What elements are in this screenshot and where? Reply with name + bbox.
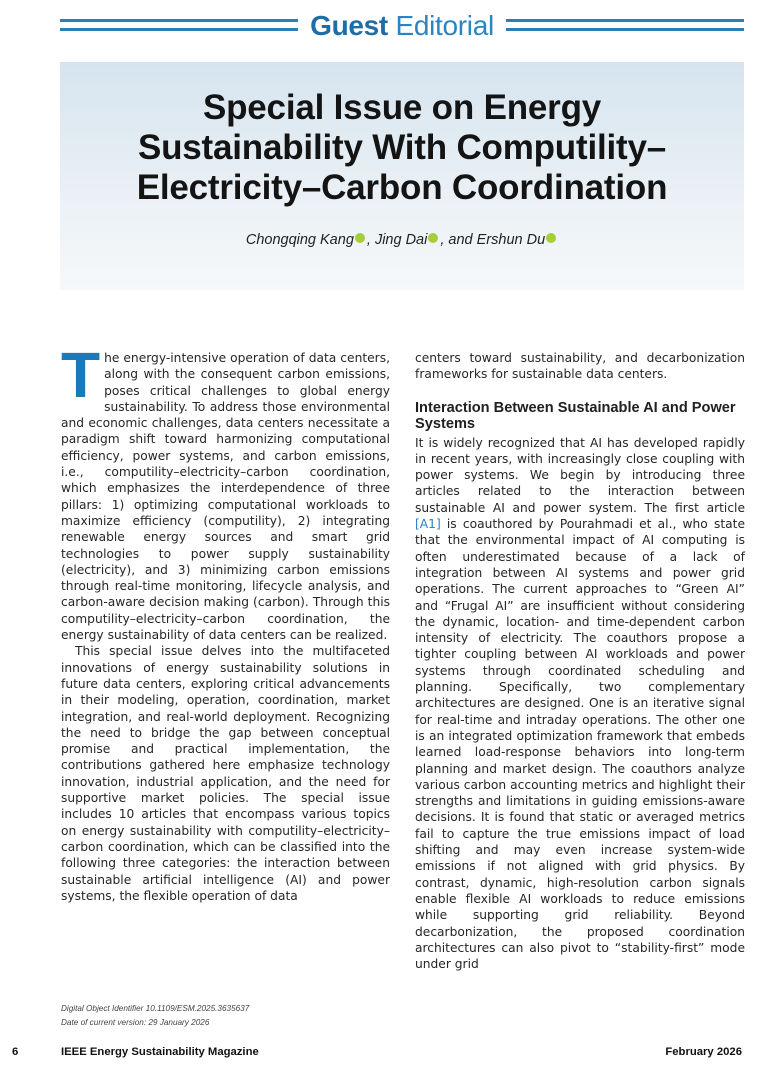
issue-date: February 2026 (665, 1046, 742, 1058)
article-title-line-1: Special Issue on Energy (202, 88, 602, 127)
author-dai: Jing Dai (374, 232, 428, 248)
orcid-icon[interactable] (355, 233, 365, 243)
section-label-light: Editorial (395, 10, 494, 41)
section-label-bold: Guest (310, 10, 388, 41)
author-separator: , and (440, 232, 477, 248)
body-column-right (415, 350, 745, 972)
article-title-line-2: Sustainability With Computility– (137, 128, 667, 167)
article-title-line-3: Electricity–Carbon Coordination (136, 168, 668, 207)
section-heading: Interaction Between Sustainable AI and Power Systems (415, 399, 736, 432)
author-list (60, 232, 744, 248)
header-rule-right (506, 19, 744, 31)
paragraph-intro (61, 339, 390, 643)
paragraph-intro-text: he energy-intensive operation of data centers, along with the consequent carbon emissions, poses critical challenges to global energy sustainability. To address those environmental and economic challenges, data centers necessitate a paradigm shift toward harmonizing computational efficiency, power systems, and carbon emissions, i.e., computility–electricity–carbon coordination, which emphasizes the interdependence of three pillars: 1) optimizing computational workloads to maximize efficiency (computility), 2) integrating renewable energy sources and smart grid technologies to power supply sustainability (electricity), and 3) minimizing carbon emissions through real-time monitoring, lifecycle analysis, and carbon-aware decision making (carbon). Through this computility–electricity–carbon coordination, the energy sustainability of data centers can be realized. (61, 351, 390, 643)
header-rule-left (60, 19, 298, 31)
paragraph-text: is coauthored by Pourahmadi et al., who state that the environmental impact of AI computing is often underestimated because of a lack of integration between AI systems and power grid operations. The current approaches to “Green AI” and “Frugal AI” are insufficient without considering the dynamic, location- and time-dependent carbon intensity of electricity. The coauthors propose a tighter coupling between AI workloads and power systems through coordinated scheduling and planning. Specifically, two complementary architectures are designed. One is an iterative signal for real-time and intraday operations. The other one is an integrated optimization framework that embeds learned load-response behaviors into long-term planning and market design. The coauthors analyze various carbon accounting metrics and highlight their strengths and limitations in guiding emissions-aware decisions. It is found that static or averaged metrics fail to capture the true emissions impact of load shifting and may even increase system-wide emissions if not aligned with grid physics. By contrast, dynamic, high-resolution carbon signals enable flexible AI workloads to reduce emissions while supporting grid reliability. Beyond decarbonization, the proposed coordination architectures can also pivot to “stability-first” mode under grid (415, 517, 745, 972)
author-separator: , (366, 232, 375, 248)
page-number: 6 (12, 1046, 19, 1058)
title-box (60, 62, 744, 290)
author-du: Ershun Du (476, 232, 546, 248)
page-footer (0, 1046, 776, 1064)
section-label (304, 9, 500, 43)
footnote (61, 1002, 391, 1030)
orcid-icon[interactable] (546, 233, 556, 243)
doi-text: Digital Object Identifier 10.1109/ESM.2025.3635637 (61, 1004, 250, 1013)
section-header (60, 6, 744, 46)
reference-link-a1[interactable]: [A1] (415, 517, 441, 532)
version-date-text: Date of current version: 29 January 2026 (61, 1018, 210, 1027)
drop-cap: T (61, 339, 101, 411)
article-title (60, 88, 744, 208)
author-kang: Chongqing Kang (245, 232, 354, 248)
paragraph-overview: This special issue delves into the multifaceted innovations of energy sustainability solutions in future data centers, exploring critical advancements in their modeling, operation, coordination, market integration, and real-world deployment. Recognizing the need to bridge the gap between conceptual promise and practical implementation, the contributions gathered here emphasize technology innovation, industrial application, and the need for supportive market policies. The special issue includes 10 articles that encompass various topics on energy sustainability with computility–electricity–carbon coordination, which can be classified into the following three categories: the interaction between sustainable artificial intelligence (AI) and power systems, the flexible operation of data (61, 644, 390, 903)
paragraph-ai-power (415, 435, 745, 973)
paragraph-overview-continued: centers toward sustainability, and decarbonization frameworks for sustainable data centers. (415, 351, 745, 382)
magazine-name: IEEE Energy Sustainability Magazine (61, 1046, 259, 1058)
orcid-icon[interactable] (428, 233, 438, 243)
body-column-left (61, 339, 390, 904)
paragraph-text: It is widely recognized that AI has developed rapidly in recent years, with increasingly close coupling with power systems. We begin by introducing three articles related to the interaction between sustainable AI and power system. The first article (415, 435, 745, 515)
